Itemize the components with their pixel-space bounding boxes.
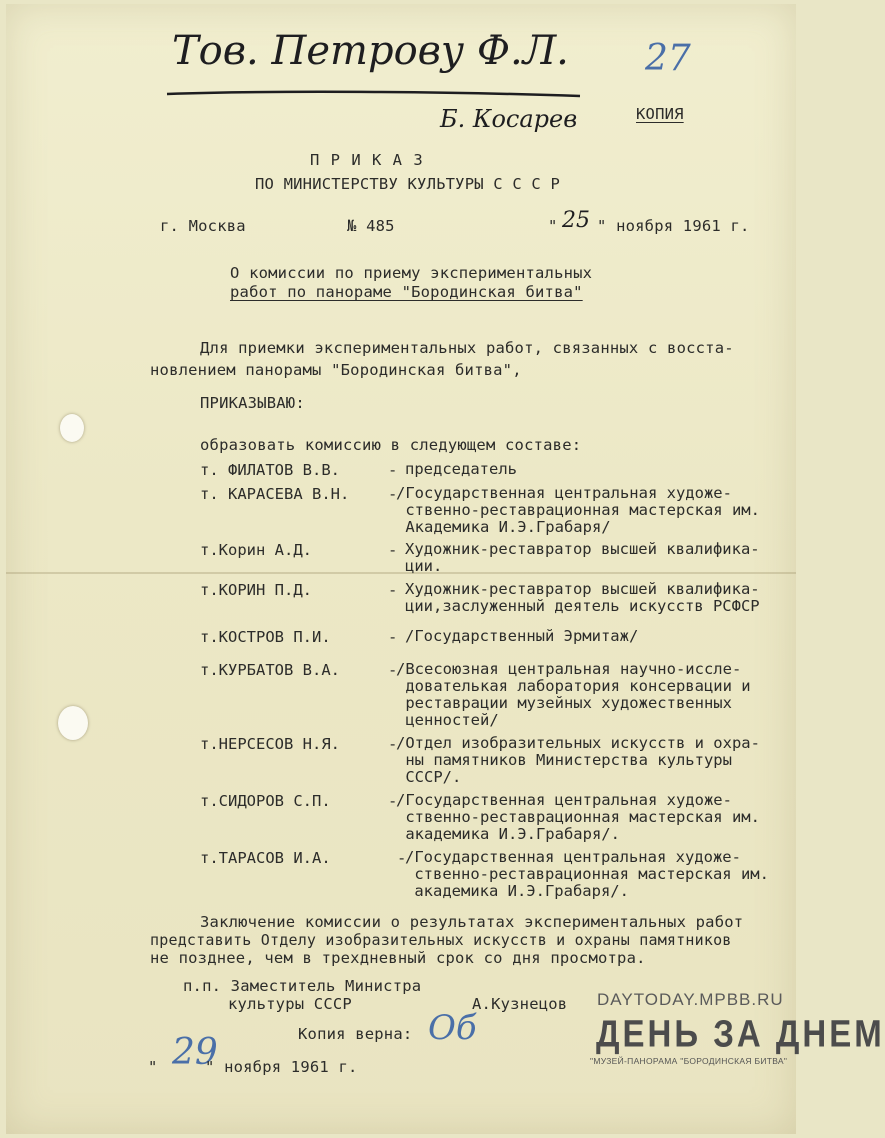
member-name: т.СИДОРОВ С.П.	[200, 792, 331, 810]
member-desc: Художник-реставратор высшей квалифика- ции.	[405, 540, 760, 575]
order-number: № 485	[347, 217, 395, 235]
handwritten-note: Тов. Петрову Ф.Л.	[172, 28, 569, 74]
conclusion-line-3: не позднее, чем в трехдневный срок со дня просмотра.	[150, 949, 646, 967]
signer-position: культуры СССР	[228, 995, 352, 1013]
intro-line-1: Для приемки экспериментальных работ, связанных с восста-	[200, 339, 734, 357]
member-dash: -	[397, 849, 407, 867]
order-date-open-quote: "	[548, 217, 558, 235]
member-name: т.КОСТРОВ П.И.	[200, 628, 331, 646]
order-date: " ноября 1961 г.	[597, 217, 750, 235]
member-desc: /Государственный Эрмитаж/	[405, 627, 639, 645]
punch-hole-top	[60, 414, 84, 442]
form-commission: образовать комиссию в следующем составе:	[200, 436, 582, 454]
member-desc: председатель	[405, 460, 517, 478]
subject-line-1: О комиссии по приему экспериментальных	[230, 264, 593, 282]
member-desc: /Государственная центральная художе- ственно-реставрационная мастерская им. академика И.Э.Грабаря/.	[396, 791, 760, 843]
intro-line-2: новлением панорамы "Бородинская битва",	[150, 361, 522, 379]
member-dash: -	[388, 661, 398, 679]
copy-signature: Об	[428, 1008, 477, 1048]
member-desc: /Государственная центральная художе- ственно-реставрационная мастерская им. академика И.Э.Грабаря/.	[405, 848, 769, 900]
signed-by: п.п. Заместитель Министра	[183, 977, 422, 995]
watermark-title: ДЕНЬ ЗА ДНЕМ	[596, 1012, 885, 1055]
copy-verified: Копия верна:	[298, 1025, 413, 1043]
member-dash: -	[388, 628, 398, 646]
member-dash: -	[388, 485, 398, 503]
order-city: г. Москва	[160, 217, 246, 235]
member-name: т.КОРИН П.Д.	[200, 581, 312, 599]
member-dash: -	[388, 735, 398, 753]
bottom-date: " ноября 1961 г.	[205, 1058, 358, 1076]
order-title: П Р И К А З	[310, 151, 424, 169]
bottom-date-open-quote: "	[148, 1058, 158, 1076]
member-dash: -	[388, 461, 398, 479]
member-dash: -	[388, 792, 398, 810]
handwritten-page-number: 27	[645, 38, 691, 79]
handwritten-copy-day: 29	[172, 1032, 218, 1073]
member-dash: -	[388, 581, 398, 599]
watermark-url: DAYTODAY.MPBB.RU	[597, 990, 784, 1009]
conclusion-line-1: Заключение комиссии о результатах экспериментальных работ	[200, 913, 744, 931]
member-name: т.Корин А.Д.	[200, 541, 312, 559]
conclusion-line-2: представить Отделу изобразительных искусств и охраны памятников	[150, 931, 732, 949]
member-dash: -	[388, 541, 398, 559]
handwritten-signature: Б. Косарев	[440, 105, 578, 133]
minister-name: А.Кузнецов	[472, 995, 568, 1013]
copy-label: КОПИЯ	[636, 105, 684, 123]
member-desc: Художник-реставратор высшей квалифика- ции,заслуженный деятель искусств РСФСР	[405, 580, 760, 615]
member-desc: /Всесоюзная центральная научно-иссле- дователькая лаборатория консервации и реставрации музейных художественных ценностей/	[396, 660, 751, 729]
handwritten-date-day: 25	[562, 208, 590, 233]
order-subtitle: ПО МИНИСТЕРСТВУ КУЛЬТУРЫ С С С Р	[255, 175, 561, 193]
member-name: т. КАРАСЕВА В.Н.	[200, 485, 350, 503]
subject-line-2: работ по панораме "Бородинская битва"	[230, 283, 583, 301]
member-name: т.КУРБАТОВ В.А.	[200, 661, 340, 679]
member-name: т. ФИЛАТОВ В.В.	[200, 461, 340, 479]
member-desc: /Государственная центральная художе- ственно-реставрационная мастерская им. Академика И.Э.Грабаря/	[396, 484, 760, 536]
punch-hole-bottom	[58, 706, 88, 740]
order-word: ПРИКАЗЫВАЮ:	[200, 394, 305, 412]
member-name: т.ТАРАСОВ И.А.	[200, 849, 331, 867]
member-name: т.НЕРСЕСОВ Н.Я.	[200, 735, 340, 753]
watermark-subtitle: "МУЗЕЙ-ПАНОРАМА "БОРОДИНСКАЯ БИТВА"	[590, 1056, 788, 1066]
member-desc: /Отдел изобразительных искусств и охра- ны памятников Министерства культуры СССР/.	[396, 734, 760, 786]
